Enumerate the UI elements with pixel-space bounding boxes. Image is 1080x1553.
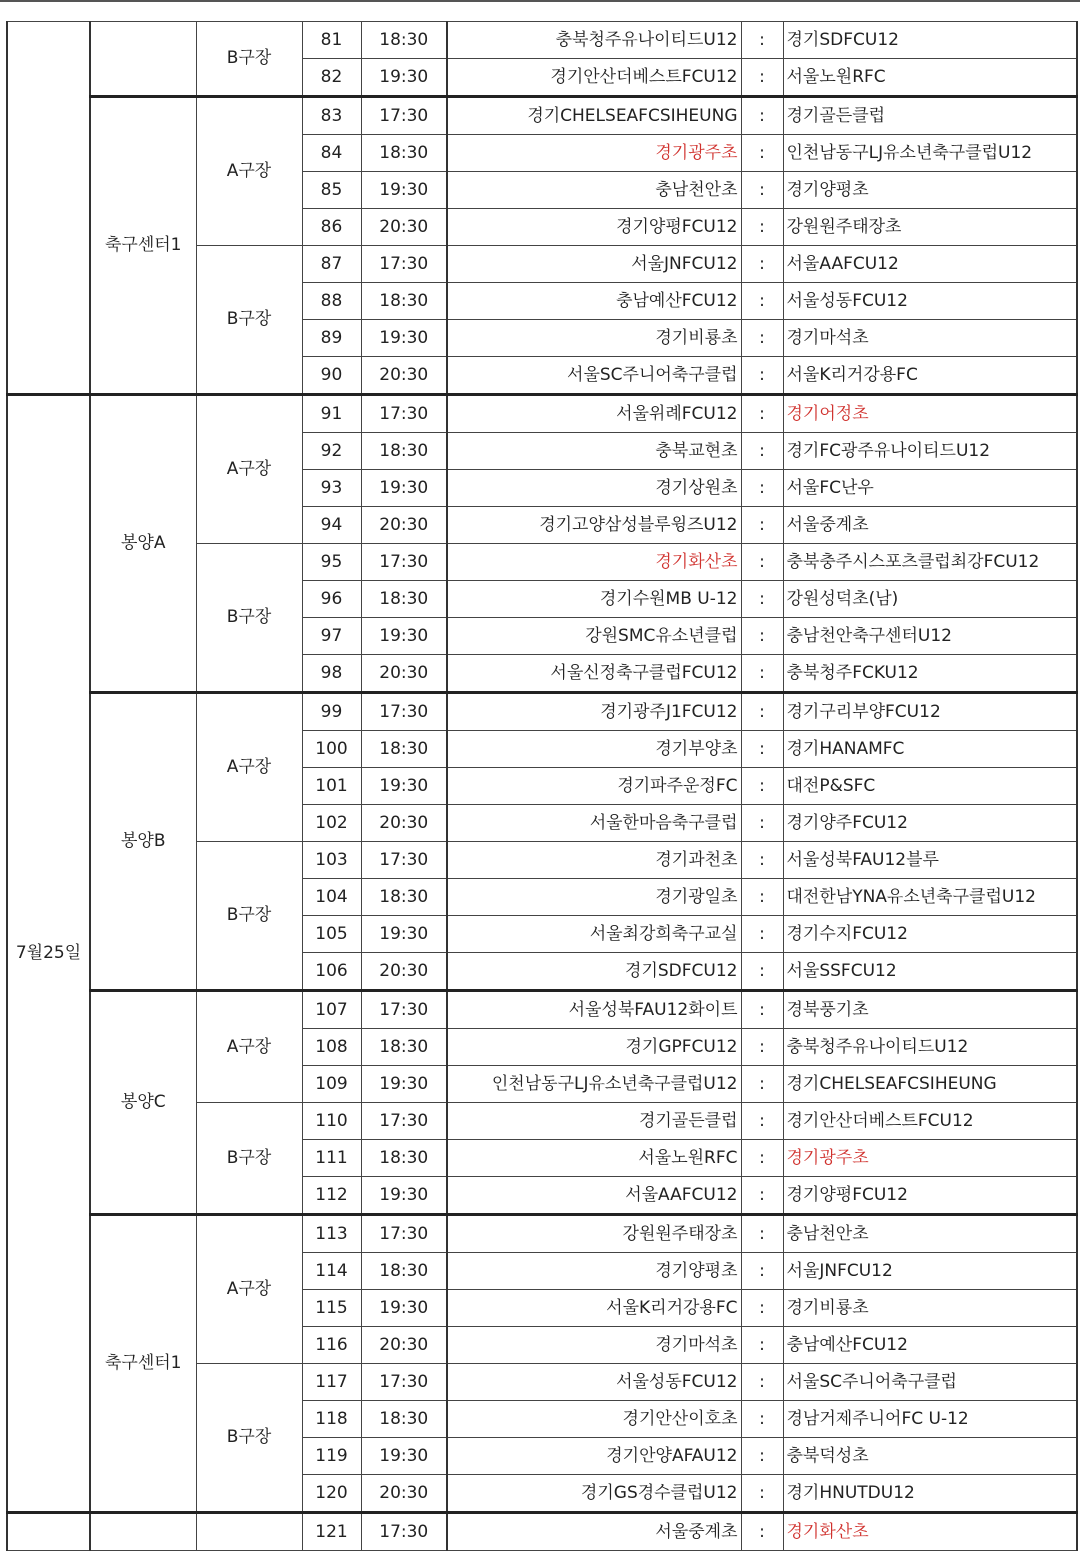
field-cell: B구장 — [196, 1364, 302, 1513]
match-time: 17:30 — [361, 1215, 447, 1253]
home-team: 경기GS경수클럽U12 — [447, 1475, 741, 1513]
away-team: 경기SDFCU12 — [783, 22, 1077, 59]
home-team: 서울노원RFC — [447, 1140, 741, 1177]
away-team: 서울AAFCU12 — [783, 246, 1077, 283]
home-team: 충북청주유나이티드U12 — [447, 22, 741, 59]
match-time: 19:30 — [361, 768, 447, 805]
home-team: 경기상원초 — [447, 470, 741, 507]
home-team: 경기광주초 — [447, 135, 741, 172]
away-team: 대전한남YNA유소년축구클럽U12 — [783, 879, 1077, 916]
away-team: 서울SSFCU12 — [783, 953, 1077, 991]
match-time: 18:30 — [361, 1029, 447, 1066]
vs-separator: : — [741, 97, 783, 135]
match-number: 111 — [302, 1140, 361, 1177]
away-team: 경기화산초 — [783, 1513, 1077, 1551]
away-team: 경남거제주니어FC U-12 — [783, 1401, 1077, 1438]
home-team: 경기부양초 — [447, 731, 741, 768]
match-number: 83 — [302, 97, 361, 135]
table-row — [7, 1215, 1077, 1253]
home-team: 서울한마음축구클럽 — [447, 805, 741, 842]
match-number: 84 — [302, 135, 361, 172]
match-time: 17:30 — [361, 1103, 447, 1140]
home-team: 경기골든클럽 — [447, 1103, 741, 1140]
home-team: 서울최강희축구교실 — [447, 916, 741, 953]
match-number: 86 — [302, 209, 361, 246]
vs-separator: : — [741, 1215, 783, 1253]
home-team: 경기GPFCU12 — [447, 1029, 741, 1066]
home-team: 서울K리거강용FC — [447, 1290, 741, 1327]
home-team: 서울위례FCU12 — [447, 395, 741, 433]
vs-separator: : — [741, 172, 783, 209]
match-time: 18:30 — [361, 731, 447, 768]
venue-cell: 축구센터1 — [90, 1215, 196, 1513]
vs-separator: : — [741, 618, 783, 655]
vs-separator: : — [741, 59, 783, 97]
match-time: 19:30 — [361, 618, 447, 655]
match-number: 119 — [302, 1438, 361, 1475]
vs-separator: : — [741, 953, 783, 991]
away-team: 경북풍기초 — [783, 991, 1077, 1029]
match-time: 20:30 — [361, 1475, 447, 1513]
away-team: 서울SC주니어축구클럽 — [783, 1364, 1077, 1401]
away-team: 서울FC난우 — [783, 470, 1077, 507]
match-time: 20:30 — [361, 507, 447, 544]
home-team: 서울JNFCU12 — [447, 246, 741, 283]
match-number: 107 — [302, 991, 361, 1029]
table-row — [7, 395, 1077, 433]
field-cell: A구장 — [196, 693, 302, 842]
away-team: 경기광주초 — [783, 1140, 1077, 1177]
home-team: 경기양평초 — [447, 1253, 741, 1290]
match-number: 95 — [302, 544, 361, 581]
match-time: 17:30 — [361, 97, 447, 135]
away-team: 충북청주유나이티드U12 — [783, 1029, 1077, 1066]
home-team: 경기안양AFAU12 — [447, 1438, 741, 1475]
vs-separator: : — [741, 805, 783, 842]
match-number: 89 — [302, 320, 361, 357]
home-team: 경기수원MB U-12 — [447, 581, 741, 618]
match-time: 17:30 — [361, 991, 447, 1029]
field-cell — [196, 1513, 302, 1551]
match-time: 19:30 — [361, 470, 447, 507]
match-time: 19:30 — [361, 59, 447, 97]
home-team: 서울성북FAU12화이트 — [447, 991, 741, 1029]
match-number: 104 — [302, 879, 361, 916]
match-number: 100 — [302, 731, 361, 768]
match-number: 81 — [302, 22, 361, 59]
away-team: 강원성덕초(남) — [783, 581, 1077, 618]
home-team: 경기마석초 — [447, 1327, 741, 1364]
match-number: 91 — [302, 395, 361, 433]
match-time: 19:30 — [361, 172, 447, 209]
match-time: 18:30 — [361, 879, 447, 916]
home-team: 경기광일초 — [447, 879, 741, 916]
vs-separator: : — [741, 879, 783, 916]
away-team: 경기CHELSEAFCSIHEUNG — [783, 1066, 1077, 1103]
vs-separator: : — [741, 283, 783, 320]
match-time: 17:30 — [361, 395, 447, 433]
match-number: 90 — [302, 357, 361, 395]
home-team: 충북교현초 — [447, 433, 741, 470]
match-number: 85 — [302, 172, 361, 209]
match-number: 112 — [302, 1177, 361, 1215]
home-team: 경기SDFCU12 — [447, 953, 741, 991]
field-cell: B구장 — [196, 1103, 302, 1215]
match-time: 19:30 — [361, 1066, 447, 1103]
table-row — [7, 97, 1077, 135]
match-time: 20:30 — [361, 953, 447, 991]
venue-cell: 축구센터1 — [90, 97, 196, 395]
match-time: 20:30 — [361, 805, 447, 842]
home-team: 서울SC주니어축구클럽 — [447, 357, 741, 395]
away-team: 서울중계초 — [783, 507, 1077, 544]
home-team: 서울중계초 — [447, 1513, 741, 1551]
match-number: 97 — [302, 618, 361, 655]
field-cell: A구장 — [196, 395, 302, 544]
home-team: 경기파주운정FC — [447, 768, 741, 805]
match-number: 115 — [302, 1290, 361, 1327]
away-team: 인천남동구LJ유소년축구클럽U12 — [783, 135, 1077, 172]
match-number: 120 — [302, 1475, 361, 1513]
vs-separator: : — [741, 1103, 783, 1140]
table-row — [7, 991, 1077, 1029]
vs-separator: : — [741, 1177, 783, 1215]
away-team: 경기양평FCU12 — [783, 1177, 1077, 1215]
away-team: 충북덕성초 — [783, 1438, 1077, 1475]
home-team: 충남예산FCU12 — [447, 283, 741, 320]
home-team: 인천남동구LJ유소년축구클럽U12 — [447, 1066, 741, 1103]
match-number: 98 — [302, 655, 361, 693]
home-team: 경기안산더베스트FCU12 — [447, 59, 741, 97]
match-number: 101 — [302, 768, 361, 805]
home-team: 경기과천초 — [447, 842, 741, 879]
match-number: 108 — [302, 1029, 361, 1066]
match-time: 19:30 — [361, 320, 447, 357]
vs-separator: : — [741, 1364, 783, 1401]
away-team: 경기양평초 — [783, 172, 1077, 209]
field-cell: B구장 — [196, 544, 302, 693]
away-team: 충남예산FCU12 — [783, 1327, 1077, 1364]
vs-separator: : — [741, 1290, 783, 1327]
vs-separator: : — [741, 1327, 783, 1364]
vs-separator: : — [741, 916, 783, 953]
away-team: 경기어정초 — [783, 395, 1077, 433]
home-team: 충남천안초 — [447, 172, 741, 209]
match-number: 116 — [302, 1327, 361, 1364]
away-team: 경기마석초 — [783, 320, 1077, 357]
match-number: 93 — [302, 470, 361, 507]
match-number: 88 — [302, 283, 361, 320]
away-team: 경기FC광주유나이티드U12 — [783, 433, 1077, 470]
field-cell: A구장 — [196, 97, 302, 246]
match-time: 17:30 — [361, 544, 447, 581]
match-number: 118 — [302, 1401, 361, 1438]
vs-separator: : — [741, 395, 783, 433]
match-time: 17:30 — [361, 842, 447, 879]
match-time: 19:30 — [361, 916, 447, 953]
vs-separator: : — [741, 1438, 783, 1475]
match-time: 20:30 — [361, 357, 447, 395]
away-team: 경기HNUTDU12 — [783, 1475, 1077, 1513]
match-time: 17:30 — [361, 693, 447, 731]
vs-separator: : — [741, 135, 783, 172]
table-row — [7, 22, 1077, 59]
home-team: 강원SMC유소년클럽 — [447, 618, 741, 655]
field-cell: A구장 — [196, 991, 302, 1103]
match-number: 106 — [302, 953, 361, 991]
venue-cell: 봉양A — [90, 395, 196, 693]
vs-separator: : — [741, 209, 783, 246]
match-time: 20:30 — [361, 1327, 447, 1364]
match-schedule-table — [6, 21, 1078, 1551]
away-team: 경기양주FCU12 — [783, 805, 1077, 842]
match-time: 19:30 — [361, 1177, 447, 1215]
away-team: 대전P&SFC — [783, 768, 1077, 805]
vs-separator: : — [741, 1513, 783, 1551]
away-team: 충남천안초 — [783, 1215, 1077, 1253]
home-team: 경기광주J1FCU12 — [447, 693, 741, 731]
home-team: 서울신정축구클럽FCU12 — [447, 655, 741, 693]
vs-separator: : — [741, 320, 783, 357]
match-time: 18:30 — [361, 1401, 447, 1438]
vs-separator: : — [741, 991, 783, 1029]
home-team: 경기비룡초 — [447, 320, 741, 357]
away-team: 경기HANAMFC — [783, 731, 1077, 768]
home-team: 경기양평FCU12 — [447, 209, 741, 246]
away-team: 충북충주시스포츠클럽최강FCU12 — [783, 544, 1077, 581]
away-team: 충남천안축구센터U12 — [783, 618, 1077, 655]
vs-separator: : — [741, 842, 783, 879]
match-number: 117 — [302, 1364, 361, 1401]
match-number: 102 — [302, 805, 361, 842]
home-team: 서울AAFCU12 — [447, 1177, 741, 1215]
field-cell: B구장 — [196, 842, 302, 991]
match-time: 18:30 — [361, 283, 447, 320]
away-team: 서울성북FAU12블루 — [783, 842, 1077, 879]
field-cell: B구장 — [196, 22, 302, 97]
vs-separator: : — [741, 693, 783, 731]
away-team: 경기구리부양FCU12 — [783, 693, 1077, 731]
match-number: 82 — [302, 59, 361, 97]
match-number: 110 — [302, 1103, 361, 1140]
away-team: 충북청주FCKU12 — [783, 655, 1077, 693]
match-time: 17:30 — [361, 1364, 447, 1401]
vs-separator: : — [741, 768, 783, 805]
match-time: 17:30 — [361, 246, 447, 283]
table-row — [7, 1513, 1077, 1551]
date-cell — [7, 1513, 90, 1551]
match-number: 114 — [302, 1253, 361, 1290]
vs-separator: : — [741, 246, 783, 283]
match-time: 17:30 — [361, 1513, 447, 1551]
top-border-line — [0, 0, 1080, 2]
away-team: 서울노원RFC — [783, 59, 1077, 97]
venue-cell: 봉양C — [90, 991, 196, 1215]
match-time: 18:30 — [361, 22, 447, 59]
match-time: 19:30 — [361, 1438, 447, 1475]
vs-separator: : — [741, 1253, 783, 1290]
match-number: 103 — [302, 842, 361, 879]
vs-separator: : — [741, 470, 783, 507]
home-team: 강원원주태장초 — [447, 1215, 741, 1253]
date-cell — [7, 22, 90, 395]
match-time: 18:30 — [361, 433, 447, 470]
home-team: 경기CHELSEAFCSIHEUNG — [447, 97, 741, 135]
vs-separator: : — [741, 544, 783, 581]
home-team: 서울성동FCU12 — [447, 1364, 741, 1401]
date-cell: 7월25일 — [7, 395, 90, 1513]
venue-cell — [90, 1513, 196, 1551]
venue-cell — [90, 22, 196, 97]
match-time: 18:30 — [361, 1140, 447, 1177]
vs-separator: : — [741, 1401, 783, 1438]
vs-separator: : — [741, 731, 783, 768]
away-team: 강원원주태장초 — [783, 209, 1077, 246]
home-team: 경기화산초 — [447, 544, 741, 581]
match-number: 99 — [302, 693, 361, 731]
match-time: 18:30 — [361, 581, 447, 618]
vs-separator: : — [741, 507, 783, 544]
home-team: 경기안산이호초 — [447, 1401, 741, 1438]
away-team: 경기골든클럽 — [783, 97, 1077, 135]
schedule-body — [7, 22, 1077, 1551]
match-number: 94 — [302, 507, 361, 544]
away-team: 서울JNFCU12 — [783, 1253, 1077, 1290]
away-team: 경기비룡초 — [783, 1290, 1077, 1327]
match-time: 18:30 — [361, 135, 447, 172]
vs-separator: : — [741, 433, 783, 470]
table-row — [7, 693, 1077, 731]
vs-separator: : — [741, 1140, 783, 1177]
match-time: 19:30 — [361, 1290, 447, 1327]
vs-separator: : — [741, 1029, 783, 1066]
away-team: 경기안산더베스트FCU12 — [783, 1103, 1077, 1140]
field-cell: A구장 — [196, 1215, 302, 1364]
field-cell: B구장 — [196, 246, 302, 395]
match-time: 20:30 — [361, 209, 447, 246]
vs-separator: : — [741, 1066, 783, 1103]
match-time: 20:30 — [361, 655, 447, 693]
match-number: 113 — [302, 1215, 361, 1253]
home-team: 경기고양삼성블루윙즈U12 — [447, 507, 741, 544]
match-number: 121 — [302, 1513, 361, 1551]
away-team: 서울성동FCU12 — [783, 283, 1077, 320]
venue-cell: 봉양B — [90, 693, 196, 991]
match-number: 87 — [302, 246, 361, 283]
match-number: 105 — [302, 916, 361, 953]
vs-separator: : — [741, 1475, 783, 1513]
vs-separator: : — [741, 581, 783, 618]
match-time: 18:30 — [361, 1253, 447, 1290]
match-number: 109 — [302, 1066, 361, 1103]
match-number: 92 — [302, 433, 361, 470]
away-team: 경기수지FCU12 — [783, 916, 1077, 953]
match-number: 96 — [302, 581, 361, 618]
vs-separator: : — [741, 357, 783, 395]
vs-separator: : — [741, 655, 783, 693]
away-team: 서울K리거강용FC — [783, 357, 1077, 395]
vs-separator: : — [741, 22, 783, 59]
